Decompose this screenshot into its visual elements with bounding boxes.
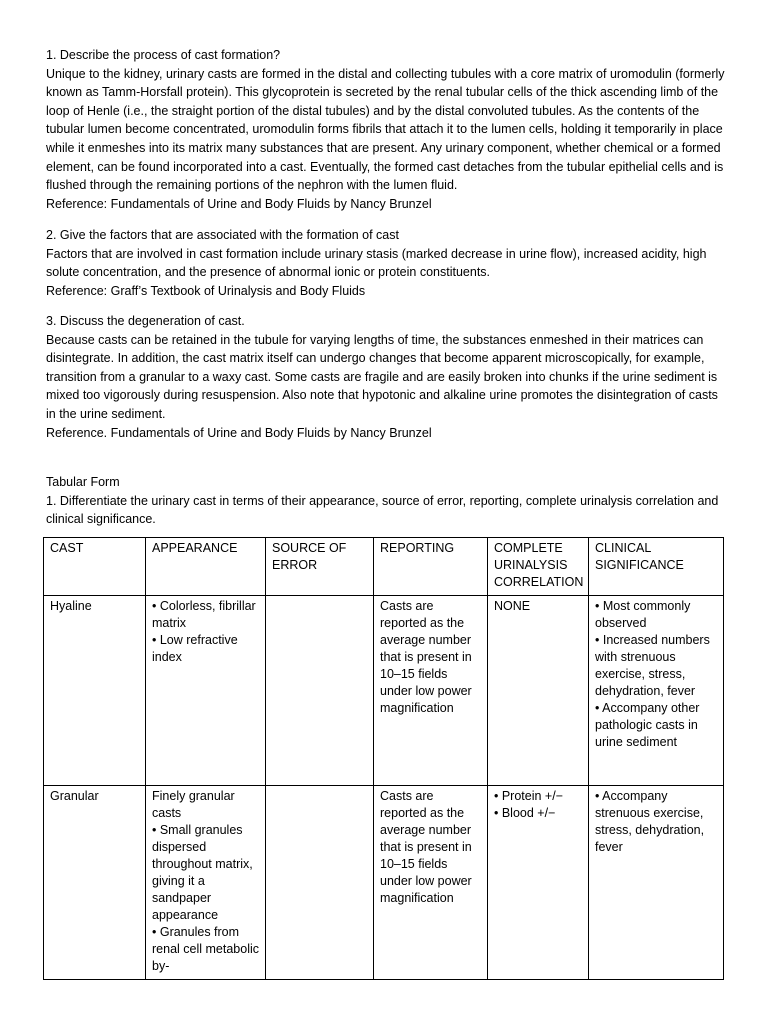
header-reporting: REPORTING: [374, 538, 488, 596]
header-source-of-error: SOURCE OF ERROR: [266, 538, 374, 596]
header-cast: CAST: [44, 538, 146, 596]
question-3: [46, 312, 726, 442]
clinical-line: • Accompany other pathologic casts in urine sediment: [595, 701, 700, 749]
cast-table: [43, 537, 724, 980]
question-3-body: Because casts can be retained in the tubule for varying lengths of time, the substances enmeshed in their matrices can disintegrate. In addition, the cast matrix itself can undergo changes that become apparent microscopically, for example, transition from a granular to a waxy cast. Some casts are fragile and are easily broken into chunks if the urine sediment is mixed too vigorously during resuspension. Also note that hypotonic and alkaline urine promotes the disintegration of casts in the urine sediment.: [46, 332, 718, 421]
appearance-line: • Colorless, fibrillar matrix: [152, 599, 256, 630]
cast-name-cell: Hyaline: [44, 596, 146, 786]
appearance-line: • Granules from renal cell metabolic by-: [152, 925, 259, 973]
clinical-line: • Most commonly observed: [595, 599, 691, 630]
correlation-cell: [488, 786, 589, 980]
tabular-title: Tabular Form: [46, 475, 120, 489]
clinical-significance-cell: [589, 786, 724, 980]
header-correlation: COMPLETE URINALYSIS CORRELATION: [488, 538, 589, 596]
question-2-heading: 2. Give the factors that are associated with the formation of cast: [46, 228, 399, 242]
question-1: [46, 46, 726, 213]
question-3-heading: 3. Discuss the degeneration of cast.: [46, 314, 245, 328]
appearance-cell: [146, 596, 266, 786]
appearance-line: • Small granules dispersed throughout matrix, giving it a sandpaper appearance: [152, 823, 253, 922]
clinical-line: • Accompany strenuous exercise, stress, dehydration, fever: [595, 789, 705, 854]
question-1-body: Unique to the kidney, urinary casts are formed in the distal and collecting tubules with a core matrix of uromodulin (formerly known as Tamm-Horsfall protein). This glycoprotein is secreted by the renal tubular cells of the thick ascending limb of the loop of Henle (i.e., the straight portion of the distal tubules) and by the distal convoluted tubules. As the contents of the tubular lumen become concentrated, uromodulin forms fibrils that attach it to the lumen cells, holding it temporarily in place while it enmeshes into its matrix many substances that are present. Any urinary component, whether chemical or a formed element, can be found incorporated into a cast. Eventually, the formed cast detaches from the tubular epithelial cells and is flushed through the remaining portions of the nephron with the lumen fluid.: [46, 66, 725, 193]
header-appearance: APPEARANCE: [146, 538, 266, 596]
source-of-error-cell: [266, 596, 374, 786]
question-2: [46, 226, 726, 300]
appearance-cell: [146, 786, 266, 980]
question-2-reference: Reference: Graff’s Textbook of Urinalysis and Body Fluids: [46, 283, 366, 298]
tabular-instruction: 1. Differentiate the urinary cast in terms of their appearance, source of error, reporting, complete urinalysis correlation and clinical significance.: [46, 493, 719, 527]
reporting-cell: Casts are reported as the average number that is present in 10–15 fields under low power magnification: [374, 596, 488, 786]
question-1-heading: 1. Describe the process of cast formation?: [46, 48, 281, 62]
reporting-cell: Casts are reported as the average number that is present in 10–15 fields under low power magnification: [374, 786, 488, 980]
correlation-line: NONE: [494, 599, 531, 613]
question-2-body: Factors that are involved in cast formation include urinary stasis (marked decrease in urine flow), increased acidity, high solute concentration, and the presence of abnormal ionic or protein constituents.: [46, 246, 707, 280]
question-1-reference: Reference: Fundamentals of Urine and Body Fluids by Nancy Brunzel: [46, 196, 432, 211]
tabular-section: [46, 473, 726, 529]
table-header-row: [44, 538, 724, 596]
clinical-significance-cell: [589, 596, 724, 786]
appearance-line: • Low refractive index: [152, 633, 238, 664]
table-row: [44, 786, 724, 980]
correlation-line: • Blood +/−: [494, 806, 556, 820]
clinical-line: • Increased numbers with strenuous exercise, stress, dehydration, fever: [595, 633, 710, 698]
question-3-reference: Reference. Fundamentals of Urine and Body Fluids by Nancy Brunzel: [46, 425, 432, 440]
header-clinical-significance: CLINICAL SIGNIFICANCE: [589, 538, 724, 596]
correlation-line: • Protein +/−: [494, 789, 564, 803]
correlation-cell: [488, 596, 589, 786]
appearance-line: Finely granular casts: [152, 789, 235, 820]
table-row: [44, 596, 724, 786]
source-of-error-cell: [266, 786, 374, 980]
cast-name-cell: Granular: [44, 786, 146, 980]
